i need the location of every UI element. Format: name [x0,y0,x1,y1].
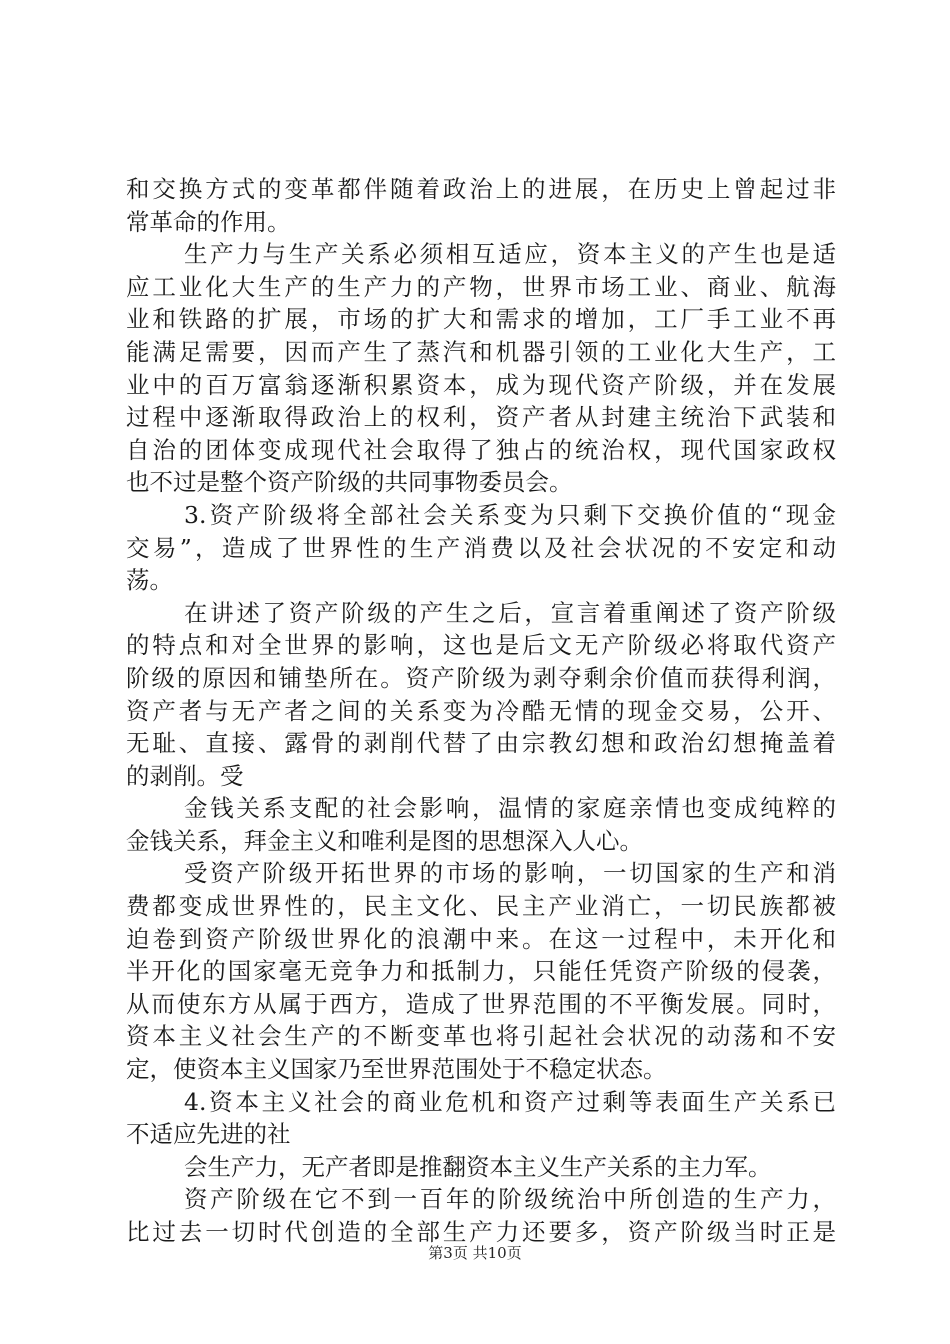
text-line: 业和铁路的扩展，市场的扩大和需求的增加，工厂手工业不再 [126,305,836,334]
body-text [126,173,836,1249]
text-line: 定，使资本主义国家乃至世界范围处于不稳定状态。 [126,1055,667,1084]
text-line: 比过去一切时代创造的全部生产力还要多，资产阶级当时正是 [126,1218,836,1246]
text-line: 阶级的原因和铺垫所在。资产阶级为剥夺剩余价值而获得利润， [126,663,836,692]
text-line: 从而使东方从属于西方，造成了世界范围的不平衡发展。同时， [126,989,836,1018]
text-line: 荡。 [126,566,173,595]
text-line: 无耻、直接、露骨的剥削代替了由宗教幻想和政治幻想掩盖着 [126,729,836,758]
text-line: 能满足需要，因而产生了蒸汽和机器引领的工业化大生产，工 [126,337,836,366]
text-line: 半开化的国家毫无竞争力和抵制力，只能任凭资产阶级的侵袭， [126,957,836,986]
text-line: 不适应先进的社 [126,1120,291,1149]
section-heading-line: 3.资产阶级将全部社会关系变为只剩下交换价值的“现金 [184,500,836,529]
text-line: 业中的百万富翁逐渐积累资本，成为现代资产阶级，并在发展 [126,370,836,399]
text-line: 金钱关系，拜金主义和唯利是图的思想深入人心。 [126,826,643,855]
paragraph-start-line: 会生产力，无产者即是推翻资本主义生产关系的主力军。 [184,1152,772,1181]
section-heading-line: 4.资本主义社会的商业危机和资产过剩等表面生产关系已 [184,1087,836,1116]
text-line: 资产者与无产者之间的关系变为冷酷无情的现金交易，公开、 [126,696,836,725]
text-line: 的特点和对全世界的影响，这也是后文无产阶级必将取代资产 [126,631,836,660]
text-line: 过程中逐渐取得政治上的权利，资产者从封建主统治下武装和 [126,403,836,432]
text-line: 资本主义社会生产的不断变革也将引起社会状况的动荡和不安 [126,1022,836,1051]
text-line: 自治的团体变成现代社会取得了独占的统治权，现代国家政权 [126,435,836,464]
paragraph-start-line: 资产阶级在它不到一百年的阶级统治中所创造的生产力， [184,1185,836,1214]
paragraph-start-line: 生产力与生产关系必须相互适应，资本主义的产生也是适 [184,240,836,269]
paragraph-start-line: 在讲述了资产阶级的产生之后，宣言着重阐述了资产阶级 [184,598,836,627]
text-line: 常革命的作用。 [126,207,291,236]
paragraph-start-line: 受资产阶级开拓世界的市场的影响，一切国家的生产和消 [184,859,836,888]
text-line: 迫卷到资产阶级世界化的浪潮中来。在这一过程中，未开化和 [126,924,836,953]
text-line: 费都变成世界性的，民主文化、民主产业消亡，一切民族都被 [126,892,836,921]
text-line: 交易”，造成了世界性的生产消费以及社会状况的不安定和动 [126,533,836,562]
text-line: 和交换方式的变革都伴随着政治上的进展，在历史上曾起过非 [126,175,836,203]
text-line: 的剥削。受 [126,761,244,790]
text-line: 应工业化大生产的生产力的产物，世界市场工业、商业、航海 [126,272,836,301]
page-number-footer: 第3页 共10页 [428,1244,522,1262]
paragraph-start-line: 金钱关系支配的社会影响，温情的家庭亲情也变成纯粹的 [184,794,836,823]
text-line: 也不过是整个资产阶级的共同事物委员会。 [126,468,573,497]
